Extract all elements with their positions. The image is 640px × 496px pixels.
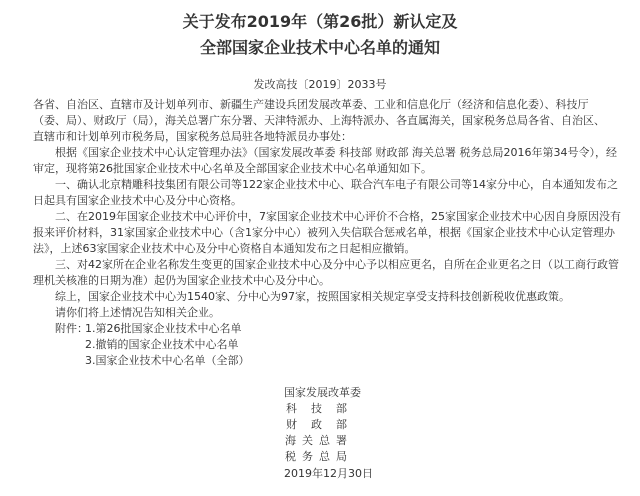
paragraph-2-line-3: 法》，上述63家国家企业技术中心及分中心资格自本通知发布之日起相应撤销。 — [33, 242, 416, 255]
paragraph-request: 请你们将上述情况告知相关企业。 — [55, 306, 220, 319]
signatory-mof: 财政部 — [286, 418, 361, 431]
attachment-item-2: 2.撤销的国家企业技术中心名单 — [85, 338, 239, 351]
title-line-2: 全部国家企业技术中心名单的通知 — [199, 38, 440, 57]
paragraph-3-line-1: 三、对42家所在企业名称发生变更的国家企业技术中心及分中心予以相应更名，自所在企业更名之日（以工商行政管 — [55, 258, 619, 271]
recipients-line-3: 直辖市和计划单列市税务局，国家税务总局驻各地特派员办事处： — [33, 130, 352, 143]
paragraph-basis-line-2: 审定，现将第26批国家企业技术中心名单及全部国家企业技术中心名单通知如下。 — [33, 162, 432, 175]
paragraph-basis-line-1: 根据《国家企业技术中心认定管理办法》（国家发展改革委 科技部 财政部 海关总署 税务总局2016年第34号令），经 — [55, 146, 617, 159]
attachments-label: 附件： — [55, 322, 88, 335]
attachment-item-1: 1.第26批国家企业技术中心名单 — [85, 322, 242, 335]
issue-date: 2019年12月30日 — [284, 467, 373, 480]
signatory-ndrc: 国家发展改革委 — [284, 386, 361, 399]
attachment-item-3: 3.国家企业技术中心名单（全部） — [85, 354, 250, 367]
recipients-line-1: 各省、自治区、直辖市及计划单列市、新疆生产建设兵团发展改革委、工业和信息化厅（经济和信息化委）、科技厅 — [33, 98, 589, 111]
signatory-customs: 海关总署 — [285, 434, 353, 447]
document-number: 发改高技〔2019〕2033号 — [253, 78, 387, 91]
signatory-tax: 税务总局 — [285, 450, 353, 463]
paragraph-summary: 综上，国家企业技术中心为1540家、分中心为97家，按照国家相关规定享受支持科技创新税收优惠政策。 — [55, 290, 570, 303]
recipients-line-2: （委、局）、财政厅（局），海关总署广东分署、天津特派办、上海特派办、各直属海关，国家税务总局各省、自治区、 — [33, 114, 605, 127]
paragraph-1-line-1: 一、确认北京精雕科技集团有限公司等122家企业技术中心、联合汽车电子有限公司等14家分中心，自本通知发布之 — [55, 178, 618, 191]
paragraph-2-line-1: 二、在2019年国家企业技术中心评价中，7家国家企业技术中心评价不合格，25家国家企业技术中心因自身原因没有 — [55, 210, 621, 223]
paragraph-3-line-2: 理机关核准的日期为准）起仍为国家企业技术中心及分中心。 — [33, 274, 330, 287]
paragraph-2-line-2: 报来评价材料，31家国家企业技术中心（含1家分中心）被列入失信联合惩戒名单，根据《国家企业技术中心认定管理办 — [33, 226, 615, 239]
title-line-1: 关于发布2019年（第26批）新认定及 — [182, 12, 458, 31]
signatory-most: 科技部 — [286, 402, 361, 415]
paragraph-1-line-2: 日起具有国家企业技术中心及分中心资格。 — [33, 194, 242, 207]
